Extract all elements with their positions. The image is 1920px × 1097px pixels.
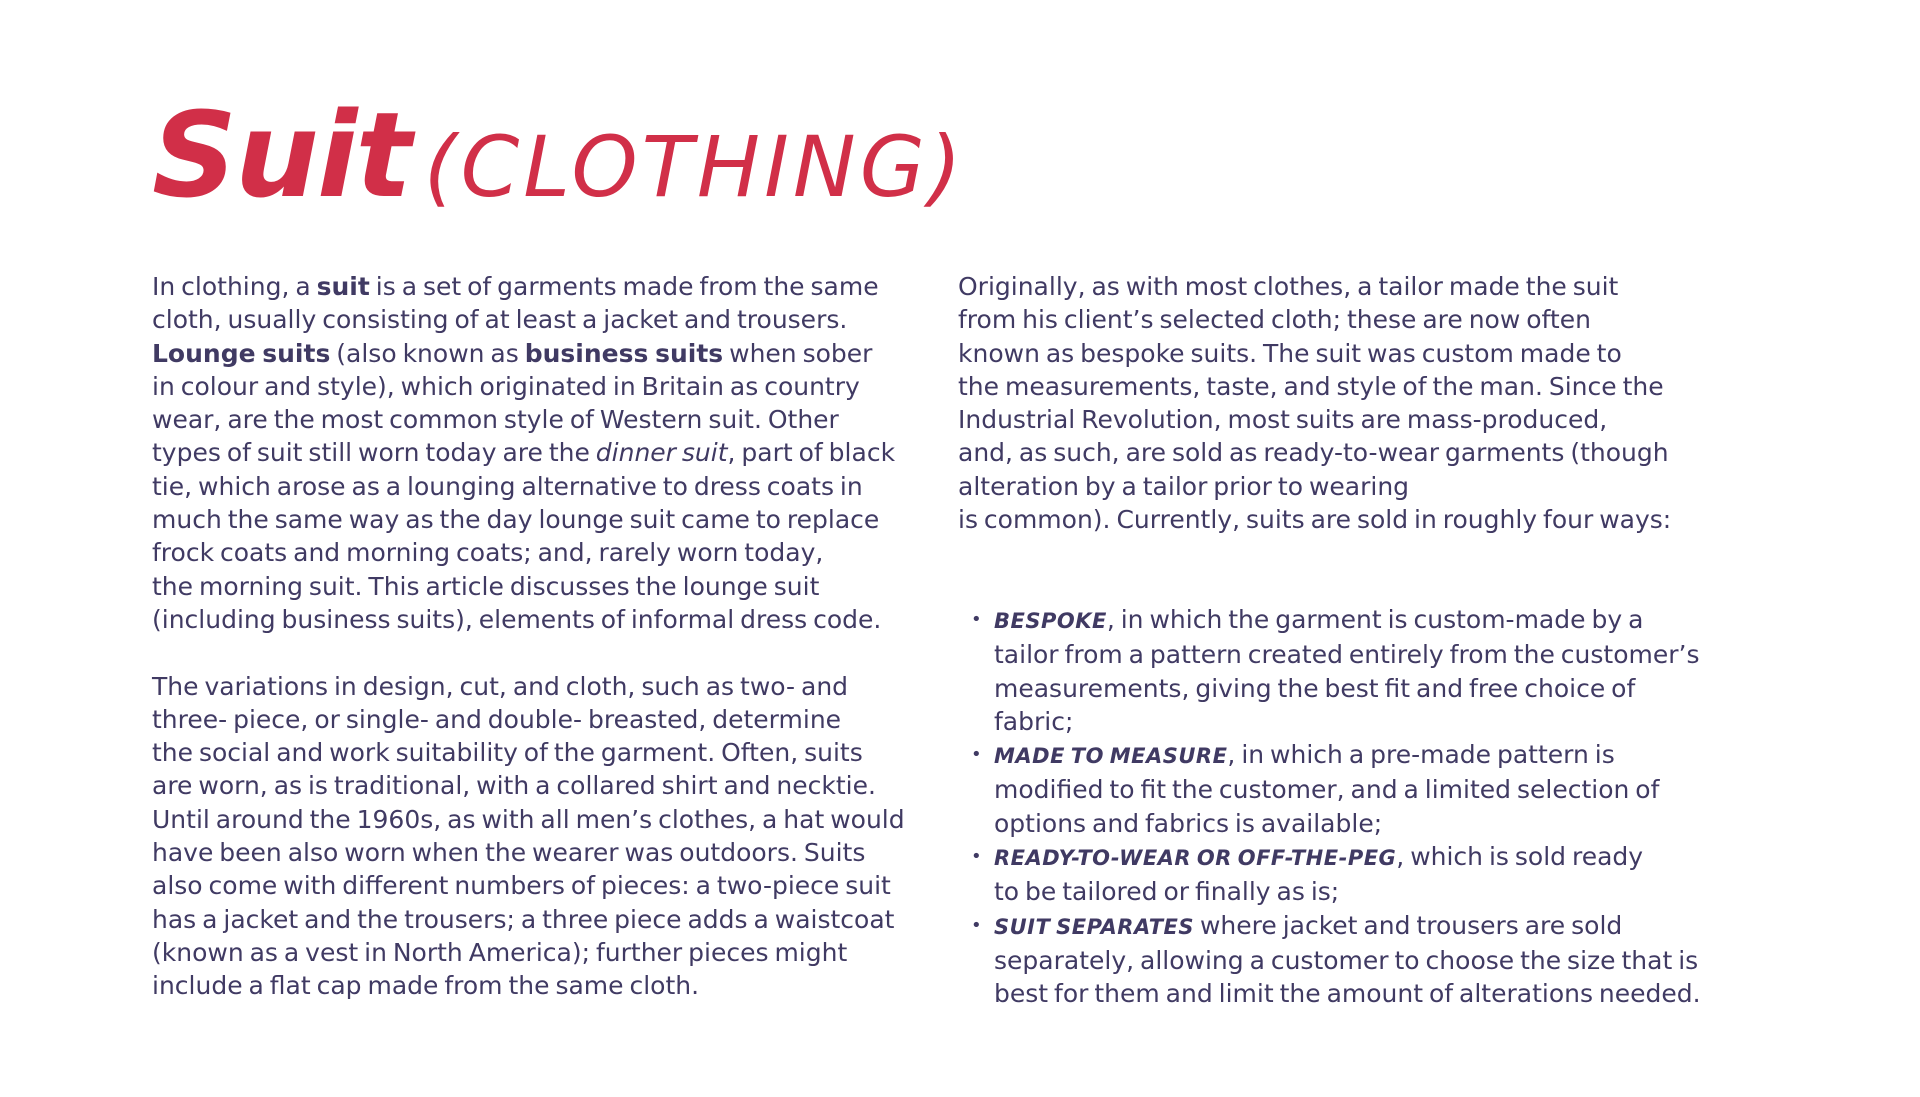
text-line: the social and work suitability of the garment. Often, suits xyxy=(152,738,863,768)
text-line: In clothing, a suit is a set of garments made from the same xyxy=(152,272,879,301)
term-suit-separates: SUIT SEPARATES xyxy=(994,914,1195,939)
text-line: (known as a vest in North America); further pieces might xyxy=(152,937,848,967)
title-main: Suit xyxy=(152,86,410,224)
text-line: tie, which arose as a lounging alternative to dress coats in xyxy=(152,471,863,501)
term-dinner-suit: dinner suit xyxy=(595,438,728,468)
text-line: Until around the 1960s, as with all men’s clothes, a hat would xyxy=(152,804,905,834)
text-line: frock coats and morning coats; and, rarely worn today, xyxy=(152,538,824,568)
left-column xyxy=(152,270,952,1003)
text-line: Lounge suits (also known as business suits when sober xyxy=(152,338,873,368)
text-line: READY-TO-WEAR OR OFF-THE-PEG, which is sold ready xyxy=(994,842,1644,872)
term-made-to-measure: MADE TO MEASURE xyxy=(994,744,1228,769)
text-line: three- piece, or single- and double- breasted, determine xyxy=(152,704,842,734)
text-line: cloth, usually consisting of at least a jacket and trousers. xyxy=(152,305,848,335)
paragraph-spacer xyxy=(152,636,952,669)
list-item-made-to-measure xyxy=(958,738,1758,840)
text-line: have been also worn when the wearer was outdoors. Suits xyxy=(152,838,866,868)
text-line: MADE TO MEASURE, in which a pre-made pattern is xyxy=(994,740,1615,770)
term-ready-to-wear: READY-TO-WEAR OR OFF-THE-PEG xyxy=(994,846,1397,871)
term-suit: suit xyxy=(316,272,370,301)
text-line: Originally, as with most clothes, a tailor made the suit xyxy=(958,272,1619,301)
text-line: BESPOKE, in which the garment is custom-made by a xyxy=(994,604,1644,634)
variations-paragraph xyxy=(152,670,952,1003)
text-line: measurements, giving the best fit and free choice of xyxy=(994,673,1636,703)
ways-list xyxy=(958,603,1758,1011)
text-line: to be tailored or finally as is; xyxy=(994,877,1340,907)
text-line: much the same way as the day lounge suit came to replace xyxy=(152,505,880,535)
text-line: alteration by a tailor prior to wearing xyxy=(958,471,1410,501)
bullet-icon: • xyxy=(971,744,982,766)
title-subtitle: (CLOTHING) xyxy=(423,118,966,216)
list-item-bespoke xyxy=(958,603,1758,738)
page-title xyxy=(152,86,966,224)
text-line: wear, are the most common style of Western suit. Other xyxy=(152,405,839,435)
text-line: separately, allowing a customer to choose the size that is xyxy=(994,945,1699,975)
text-line: is common). Currently, suits are sold in roughly four ways: xyxy=(958,505,1672,535)
text-line: and, as such, are sold as ready-to-wear garments (though xyxy=(958,438,1669,468)
text-line: options and fabrics is available; xyxy=(994,808,1383,838)
text-line: also come with different numbers of pieces: a two-piece suit xyxy=(152,871,891,901)
text-line: The variations in design, cut, and cloth, such as two- and xyxy=(152,671,849,701)
history-paragraph xyxy=(958,270,1758,536)
text-line: known as bespoke suits. The suit was custom made to xyxy=(958,338,1622,368)
bullet-icon: • xyxy=(971,846,982,868)
list-item-suit-separates xyxy=(958,909,1758,1011)
text-line: SUIT SEPARATES where jacket and trousers are sold xyxy=(994,910,1623,940)
intro-paragraph xyxy=(152,270,952,636)
bullet-icon: • xyxy=(971,914,982,936)
list-item-ready-to-wear xyxy=(958,840,1758,909)
text-line: are worn, as is traditional, with a collared shirt and necktie. xyxy=(152,771,876,801)
text-line: types of suit still worn today are the dinner suit, part of black xyxy=(152,438,896,468)
bullet-icon: • xyxy=(971,608,982,630)
text-line: has a jacket and the trousers; a three piece adds a waistcoat xyxy=(152,904,895,934)
text-line: include a flat cap made from the same cloth. xyxy=(152,971,700,1001)
term-bespoke: BESPOKE xyxy=(994,608,1107,633)
text-line: fabric; xyxy=(994,706,1074,736)
paragraph-spacer xyxy=(958,536,1758,603)
text-line: from his client’s selected cloth; these are now often xyxy=(958,305,1591,335)
text-line: best for them and limit the amount of alterations needed. xyxy=(994,979,1701,1009)
term-business-suits: business suits xyxy=(524,338,724,368)
text-line: the morning suit. This article discusses the lounge suit xyxy=(152,571,820,601)
right-column xyxy=(958,270,1758,1011)
text-line: modified to fit the customer, and a limited selection of xyxy=(994,775,1660,805)
text-line: Industrial Revolution, most suits are mass-produced, xyxy=(958,405,1608,435)
text-line: the measurements, taste, and style of the man. Since the xyxy=(958,371,1664,401)
text-line: in colour and style), which originated in Britain as country xyxy=(152,371,860,401)
text-line: (including business suits), elements of informal dress code. xyxy=(152,604,882,634)
term-lounge-suits: Lounge suits xyxy=(152,338,331,368)
text-line: tailor from a pattern created entirely from the customer’s xyxy=(994,640,1700,670)
